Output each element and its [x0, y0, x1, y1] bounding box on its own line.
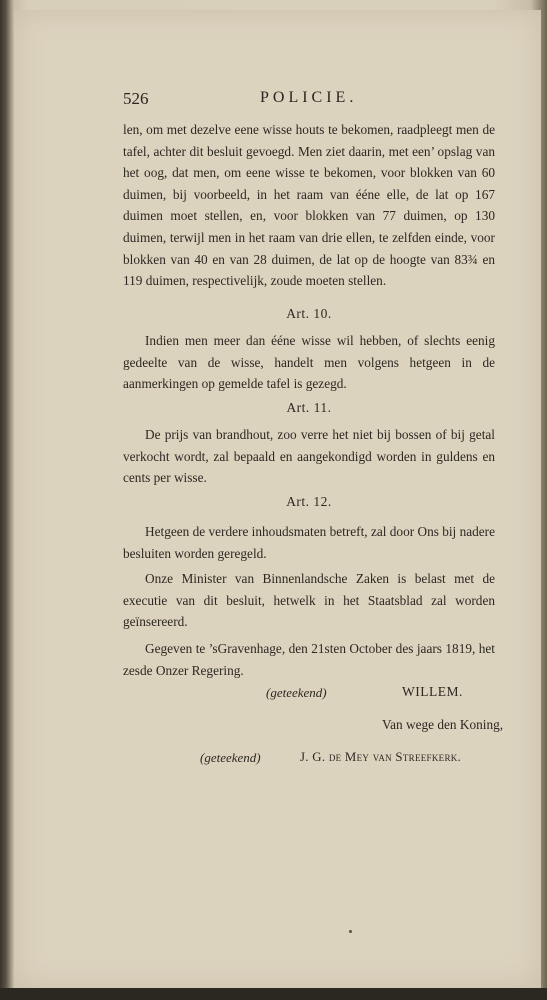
- scan-bottom-edge: [0, 988, 547, 1000]
- page-number: 526: [123, 89, 149, 108]
- page-title: POLICIE.: [260, 89, 358, 106]
- signature-on-behalf: Van wege den Koning,: [382, 717, 504, 732]
- article-10-heading: Art. 10.: [286, 306, 332, 321]
- running-head: [123, 89, 523, 113]
- signature-name-willem: WILLEM.: [402, 684, 463, 699]
- article-11-text: De prijs van brandhout, zoo verre het niet bij bossen of bij getal verkocht wordt, zal bepaald en aangekondigd worden in guldens en cents per wisse.: [123, 427, 495, 486]
- minister-paragraph: Onze Minister van Binnenlandsche Zaken is belast met de executie van dit besluit, hetwelk in het Staatsblad zal worden geïnsereerd.: [123, 571, 495, 630]
- signature-label-1: (geteekend): [266, 685, 327, 700]
- article-12-text: Hetgeen de verdere inhoudsmaten betreft, zal door Ons bij nadere besluiten worden geregeld.: [123, 524, 496, 561]
- article-12-heading: Art. 12.: [286, 494, 332, 509]
- signature-label-2: (geteekend): [200, 750, 261, 765]
- signature-name-minister: J. G. de Mey van Streefkerk.: [300, 750, 462, 764]
- given-paragraph: Gegeven te ’sGravenhage, den 21sten October des jaars 1819, het zesde Onzer Regering.: [123, 641, 495, 678]
- paper-speck: [349, 930, 352, 933]
- article-10-text: Indien men meer dan ééne wisse wil hebben, of slechts eenig gedeelte van de wisse, handelt men volgens hetgeen in de aanmerkingen op gemelde tafel is gezegd.: [123, 333, 495, 392]
- paragraph-continuation: len, om met dezelve eene wisse houts te bekomen, raadpleegt men de tafel, achter dit besluit gevoegd. Men ziet daarin, met een’ opslag van het oog, dat men, om eene wisse te bekomen, voor blokken van 60 duimen, bij voorbeeld, in het raam van ééne elle, de lat op 167 duimen moet stellen, en, voor blokken van 77 duimen, op 130 duimen, terwijl men in het raam van drie ellen, te zelfden einde, voor blokken van 40 en van 28 duimen, de lat op de hoogte van 83¾ en 119 duimen, respectivelijk, zoude moeten stellen.: [123, 122, 495, 289]
- article-11-heading: Art. 11.: [286, 400, 332, 415]
